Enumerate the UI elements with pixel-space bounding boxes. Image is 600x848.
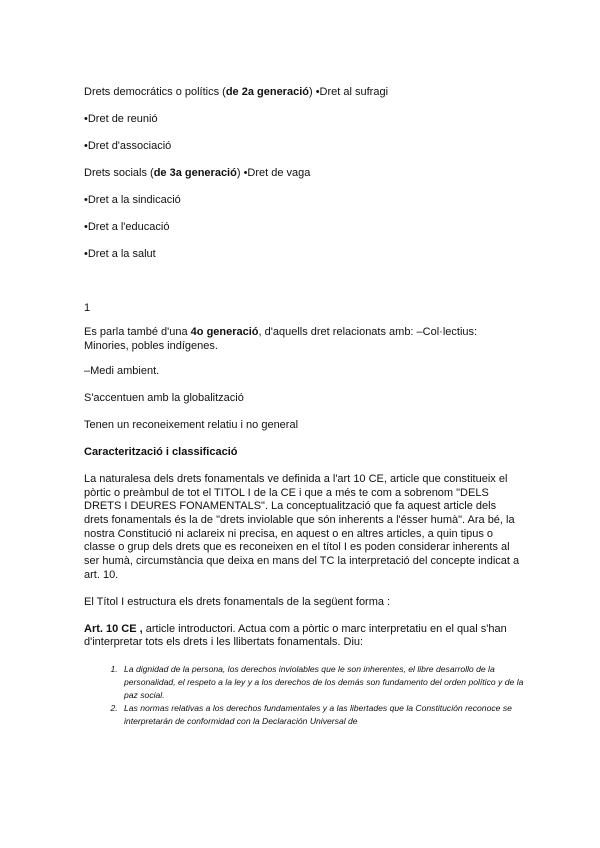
bullet-item: •Dret a la sindicació (84, 194, 181, 206)
bold-text: de 2a generació (225, 86, 309, 98)
text: Drets democrátics o polítics ( (84, 86, 226, 98)
list-item: 2. Las normas relativas a los derechos fundamentales y a las libertades que la Constitución reconoce se interpretarán de conformidad con la Declaración Universal de (120, 702, 524, 728)
bold-text: Art. 10 CE , (84, 622, 143, 635)
paragraph: La naturalesa dels drets fonamentals ve definida a l'art 10 CE, article que constitueix el pòrtic o preàmbul de tot el TITOL I de la CE i que a més te com a sobrenom "DELS DRETS I DEURES FONAMENTALS". La conceptualització que fa aquest article dels drets fonamentals és la de "drets inviolable que són inherents a l'ésser humà". Ara bé, la nostra Constitució ni aclareix ni precisa, en aquest o en altres articles, a quin tipus o classe o grup dels drets que es reconeixen en el títol I es poden considerar inherents al ser humà, circumstància que deixa en mans del TC la interpretació del concepte indicat a art. 10. (84, 472, 520, 581)
bullet-item: •Dret d'associació (84, 140, 172, 152)
paragraph: El Títol I estructura els drets fonamentals de la següent forma : (84, 595, 391, 608)
text: Drets socials ( (84, 167, 154, 179)
bold-text: de 3a generació (153, 167, 237, 179)
article-list (84, 663, 524, 728)
text-line: –Medi ambient. (84, 364, 160, 377)
page-number: 1 (84, 301, 91, 314)
text-line: Tenen un reconeixement relatiu i no general (84, 418, 299, 431)
text: ) •Dret de vaga (236, 167, 311, 179)
text-line: S'accentuen amb la globalització (84, 391, 244, 404)
line-political-rights (84, 86, 524, 100)
text: , d'aquells dret relacionats amb: –Col·lectius: Minories, pobles indígenes. (84, 326, 478, 353)
article-paragraph (84, 623, 520, 650)
list-item: 1. La dignidad de la persona, los derechos inviolables que le son inherentes, el libre desarrollo de la personalidad, el respeto a la ley y a los derechos de los demás son fundamento del orden político y de la paz social. (120, 663, 524, 702)
bullet-item: •Dret a l'educació (84, 221, 170, 233)
fourth-generation-paragraph (84, 326, 509, 353)
line-social-rights (84, 167, 524, 181)
bullet-item: •Dret a la salut (84, 248, 156, 260)
text: Es parla també d'una (84, 326, 191, 339)
text: article introductori. Actua com a pòrtic o marc interpretatiu en el qual s'han d'interpretar tots els drets i les llibertats fonamentals. Diu: (84, 622, 507, 649)
bold-text: 4o generació (190, 326, 259, 339)
text: ) •Dret al sufragi (308, 86, 389, 98)
section-heading: Caracterització i classificació (84, 445, 238, 458)
bullet-item: •Dret de reunió (84, 113, 158, 125)
